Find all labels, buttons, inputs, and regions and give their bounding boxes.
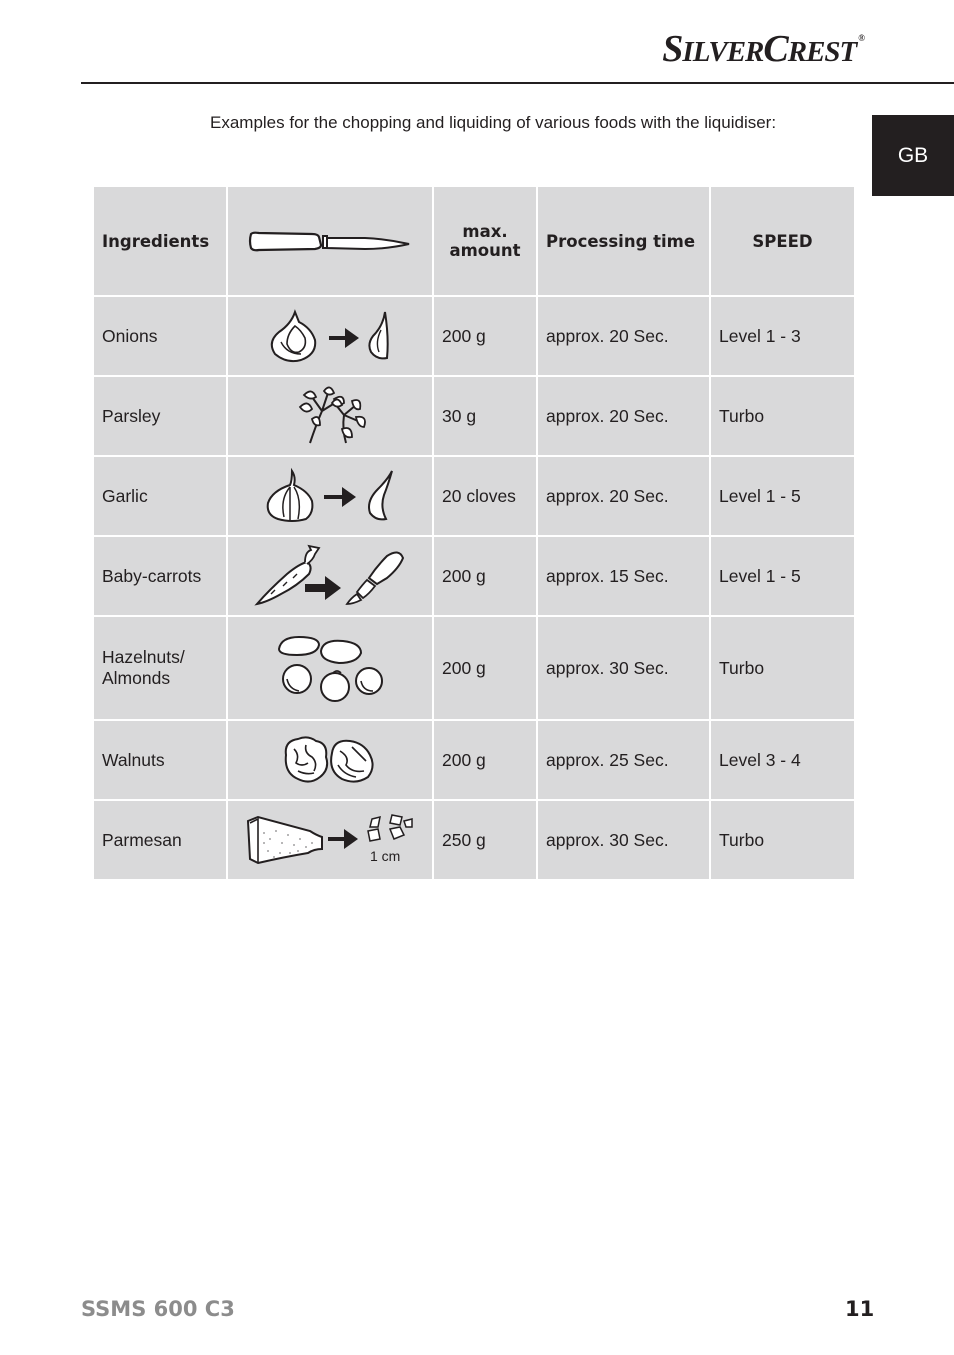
picture-cell (227, 616, 433, 720)
speed-cell: Turbo (710, 376, 855, 456)
time-cell: approx. 15 Sec. (537, 536, 710, 616)
time-cell: approx. 20 Sec. (537, 456, 710, 536)
header-speed: SPEED (710, 186, 855, 296)
picture-cell (227, 376, 433, 456)
chopping-table (92, 185, 856, 881)
parmesan-chop-icon (244, 813, 416, 867)
picture-cell (227, 456, 433, 536)
nuts-icon (275, 633, 385, 703)
ingredient-cell: Parmesan (93, 800, 227, 880)
ingredient-cell: Parsley (93, 376, 227, 456)
time-cell: approx. 20 Sec. (537, 376, 710, 456)
amount-cell: 200 g (433, 536, 537, 616)
table-row (93, 720, 855, 800)
header-ingredients: Ingredients (93, 186, 227, 296)
time-cell: approx. 25 Sec. (537, 720, 710, 800)
amount-cell: 200 g (433, 720, 537, 800)
header-max-amount: max. amount (433, 186, 537, 296)
speed-cell: Level 1 - 5 (710, 456, 855, 536)
speed-cell: Level 3 - 4 (710, 720, 855, 800)
amount-cell: 200 g (433, 296, 537, 376)
amount-cell: 20 cloves (433, 456, 537, 536)
garlic-chop-icon (262, 467, 398, 525)
table-row (93, 376, 855, 456)
amount-cell: 250 g (433, 800, 537, 880)
table-row (93, 616, 855, 720)
footer-model: SSMS 600 C3 (81, 1297, 235, 1321)
ingredient-cell: Baby-carrots (93, 536, 227, 616)
parsley-icon (282, 385, 378, 447)
amount-cell: 200 g (433, 616, 537, 720)
picture-cell (227, 296, 433, 376)
page-number: 11 (845, 1297, 875, 1321)
picture-cell (227, 800, 433, 880)
speed-cell: Level 1 - 5 (710, 536, 855, 616)
onion-chop-icon (265, 308, 395, 364)
header-rule (81, 82, 954, 84)
ingredient-cell: Hazelnuts/ Almonds (93, 616, 227, 720)
table-row (93, 296, 855, 376)
intro-text: Examples for the chopping and liquiding of various foods with the liquidiser: (210, 113, 777, 132)
language-tab: GB (872, 115, 954, 196)
table-row (93, 800, 855, 880)
speed-cell: Level 1 - 3 (710, 296, 855, 376)
silvercrest-logo: SILVERCREST ® (662, 28, 864, 70)
carrot-chop-icon (253, 544, 407, 608)
picture-cell (227, 536, 433, 616)
table-row (93, 456, 855, 536)
picture-cell (227, 720, 433, 800)
time-cell: approx. 20 Sec. (537, 296, 710, 376)
speed-cell: Turbo (710, 800, 855, 880)
table-header-row (93, 186, 855, 296)
amount-cell: 30 g (433, 376, 537, 456)
knife-icon (247, 226, 413, 256)
time-cell: approx. 30 Sec. (537, 616, 710, 720)
ingredient-cell: Garlic (93, 456, 227, 536)
walnut-icon (280, 733, 380, 787)
cube-size-label: 1 cm (370, 848, 401, 864)
header-processing-time: Processing time (537, 186, 710, 296)
speed-cell: Turbo (710, 616, 855, 720)
ingredient-cell: Walnuts (93, 720, 227, 800)
header-knife-cell (227, 186, 433, 296)
time-cell: approx. 30 Sec. (537, 800, 710, 880)
ingredient-cell: Onions (93, 296, 227, 376)
table-row (93, 536, 855, 616)
